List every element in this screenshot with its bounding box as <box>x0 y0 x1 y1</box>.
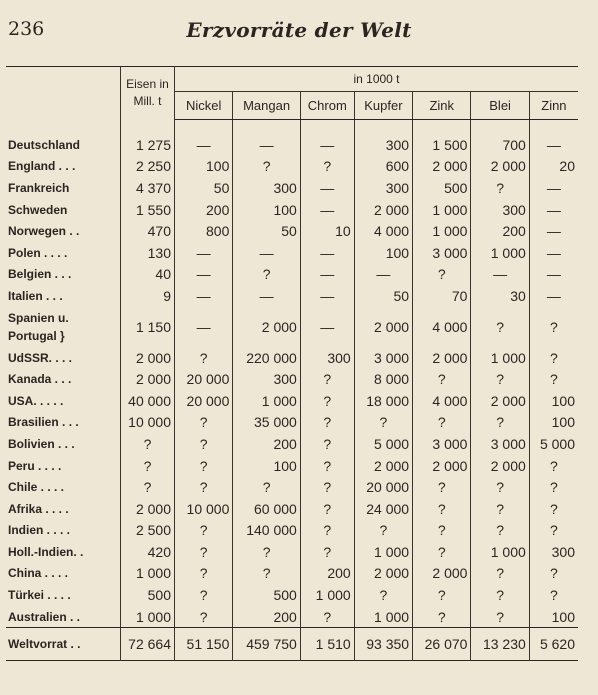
value-cell: ? <box>175 412 233 434</box>
value-cell: ? <box>300 541 354 563</box>
metal-column-header: Zinn <box>529 92 578 120</box>
table-row <box>6 476 578 498</box>
value-cell: 600 <box>354 156 412 178</box>
value-cell: 500 <box>233 584 300 606</box>
value-cell: — <box>546 266 561 283</box>
value-cell: ? <box>175 476 233 498</box>
value-cell: 1 000 <box>354 606 412 628</box>
value-cell: 10 <box>300 220 354 242</box>
ore-reserves-table <box>6 66 578 661</box>
value-cell: 20 000 <box>354 476 412 498</box>
country-cell: England . . . <box>6 156 121 178</box>
value-cell: 300 <box>354 134 412 156</box>
country-cell: UdSSR. . . . <box>6 347 121 369</box>
country-cell: Italien . . . <box>6 285 121 307</box>
country-cell: Peru . . . . <box>6 455 121 477</box>
value-cell: — <box>233 242 300 264</box>
value-cell: 2 000 <box>413 347 471 369</box>
value-cell: 300 <box>233 177 300 199</box>
value-cell: 1 275 <box>121 134 175 156</box>
country-cell: Kanada . . . <box>6 368 121 390</box>
value-cell: ? <box>413 584 471 606</box>
total-value-cell: 13 230 <box>471 628 529 661</box>
value-cell: ? <box>550 457 558 474</box>
value-cell: ? <box>471 412 529 434</box>
value-cell: — <box>175 134 233 156</box>
value-cell: ? <box>300 520 354 542</box>
value-cell: 100 <box>233 199 300 221</box>
value-cell: ? <box>300 476 354 498</box>
value-cell: 30 <box>471 285 529 307</box>
total-value-cell: 1 510 <box>300 628 354 661</box>
value-cell: 3 000 <box>354 347 412 369</box>
value-cell: — <box>354 264 412 286</box>
value-cell: 100 <box>551 414 575 431</box>
country-cell: Polen . . . . <box>6 242 121 264</box>
value-cell: 1 000 <box>413 199 471 221</box>
value-cell: ? <box>413 541 471 563</box>
value-cell: 1 000 <box>471 242 529 264</box>
value-cell: 1 150 <box>121 307 175 347</box>
value-cell: 300 <box>300 347 354 369</box>
value-cell: 470 <box>121 220 175 242</box>
value-cell: 2 000 <box>413 563 471 585</box>
value-cell: ? <box>413 476 471 498</box>
value-cell: ? <box>413 606 471 628</box>
value-cell: 130 <box>121 242 175 264</box>
table-row <box>6 220 578 242</box>
total-value-cell: 26 070 <box>413 628 471 661</box>
value-cell: ? <box>354 412 412 434</box>
value-cell: 1 000 <box>354 541 412 563</box>
table-row <box>6 498 578 520</box>
value-cell: — <box>546 287 561 304</box>
value-cell: 4 000 <box>354 220 412 242</box>
value-cell: 1 500 <box>413 134 471 156</box>
total-value-cell: 5 620 <box>529 628 578 661</box>
value-cell: — <box>300 134 354 156</box>
table-row <box>6 390 578 412</box>
value-cell: 420 <box>121 541 175 563</box>
value-cell: ? <box>121 455 175 477</box>
country-cell: Türkei . . . . <box>6 584 121 606</box>
value-cell: ? <box>471 476 529 498</box>
value-cell: ? <box>121 476 175 498</box>
value-cell: 200 <box>233 606 300 628</box>
value-cell: 4 370 <box>121 177 175 199</box>
value-cell: 2 000 <box>354 307 412 347</box>
value-cell: — <box>175 264 233 286</box>
value-cell: ? <box>471 520 529 542</box>
value-cell: ? <box>300 156 354 178</box>
table-row <box>6 307 578 347</box>
total-row <box>6 628 578 661</box>
value-cell: 2 000 <box>413 156 471 178</box>
value-cell: 300 <box>354 177 412 199</box>
value-cell: 1 000 <box>121 563 175 585</box>
country-cell: Belgien . . . <box>6 264 121 286</box>
value-cell: ? <box>300 606 354 628</box>
value-cell: 2 250 <box>121 156 175 178</box>
value-cell: ? <box>300 390 354 412</box>
table-row <box>6 347 578 369</box>
table-row <box>6 199 578 221</box>
value-cell: 4 000 <box>413 307 471 347</box>
value-cell: ? <box>300 412 354 434</box>
value-cell: — <box>300 177 354 199</box>
page-title: Erzvorräte der Welt <box>186 18 412 42</box>
value-cell: ? <box>175 606 233 628</box>
table-row <box>6 455 578 477</box>
total-value-cell: 459 750 <box>233 628 300 661</box>
table-row <box>6 412 578 434</box>
value-cell: 8 000 <box>354 368 412 390</box>
country-cell: USA. . . . . <box>6 390 121 412</box>
value-cell: 3 000 <box>471 433 529 455</box>
table-row <box>6 563 578 585</box>
value-cell: — <box>175 242 233 264</box>
metal-column-header: Chrom <box>300 92 354 120</box>
value-cell: 18 000 <box>354 390 412 412</box>
value-cell: 24 000 <box>354 498 412 520</box>
value-cell: ? <box>121 433 175 455</box>
value-cell: — <box>300 264 354 286</box>
value-cell: ? <box>413 412 471 434</box>
value-cell: — <box>175 307 233 347</box>
value-cell: 100 <box>175 156 233 178</box>
value-cell: 1 000 <box>471 541 529 563</box>
value-cell: 2 000 <box>354 563 412 585</box>
total-value-cell: 72 664 <box>121 628 175 661</box>
total-label: Weltvorrat . . <box>6 628 121 661</box>
value-cell: 10 000 <box>121 412 175 434</box>
total-value-cell: 93 350 <box>354 628 412 661</box>
table-row <box>6 520 578 542</box>
value-cell: 2 000 <box>121 498 175 520</box>
country-cell: China . . . . <box>6 563 121 585</box>
value-cell: 500 <box>121 584 175 606</box>
iron-column-header: Eisen in Mill. t <box>121 67 175 120</box>
unit-group-header: in 1000 t <box>175 67 579 92</box>
value-cell: ? <box>233 563 300 585</box>
value-cell: 2 000 <box>413 455 471 477</box>
value-cell: 1 000 <box>121 606 175 628</box>
value-cell: ? <box>233 476 300 498</box>
table-row <box>6 584 578 606</box>
table-row <box>6 242 578 264</box>
value-cell: 1 000 <box>471 347 529 369</box>
country-column-header <box>6 67 121 120</box>
value-cell: ? <box>175 455 233 477</box>
value-cell: ? <box>175 520 233 542</box>
value-cell: 20 000 <box>175 368 233 390</box>
table-row <box>6 606 578 628</box>
value-cell: 3 000 <box>413 433 471 455</box>
value-cell: ? <box>413 368 471 390</box>
value-cell: 2 000 <box>354 455 412 477</box>
country-cell: Deutschland <box>6 134 121 156</box>
value-cell: 4 000 <box>413 390 471 412</box>
value-cell: ? <box>233 156 300 178</box>
value-cell: ? <box>300 433 354 455</box>
value-cell: ? <box>354 584 412 606</box>
metal-column-header: Blei <box>471 92 529 120</box>
value-cell: ? <box>300 455 354 477</box>
value-cell: 2 000 <box>354 199 412 221</box>
page-header <box>0 18 598 46</box>
value-cell: ? <box>413 498 471 520</box>
value-cell: ? <box>471 177 529 199</box>
value-cell: 2 000 <box>233 307 300 347</box>
country-cell: Chile . . . . <box>6 476 121 498</box>
value-cell: — <box>300 307 354 347</box>
value-cell: 70 <box>413 285 471 307</box>
value-cell: 1 000 <box>233 390 300 412</box>
country-cell: Holl.-Indien. . <box>6 541 121 563</box>
country-cell: Schweden <box>6 199 121 221</box>
value-cell: ? <box>471 584 529 606</box>
metal-column-header: Zink <box>413 92 471 120</box>
value-cell: ? <box>550 371 558 388</box>
value-cell: ? <box>413 520 471 542</box>
value-cell: 2 000 <box>121 368 175 390</box>
value-cell: — <box>546 223 561 240</box>
value-cell: 300 <box>471 199 529 221</box>
table-row <box>6 134 578 156</box>
value-cell: — <box>300 199 354 221</box>
value-cell: 200 <box>233 433 300 455</box>
value-cell: ? <box>233 264 300 286</box>
country-cell: Australien . . <box>6 606 121 628</box>
country-cell: Spanien u. Portugal } <box>6 307 121 347</box>
value-cell: ? <box>550 565 558 582</box>
value-cell: — <box>546 244 561 261</box>
metal-column-header: Kupfer <box>354 92 412 120</box>
value-cell: 1 000 <box>300 584 354 606</box>
value-cell: 200 <box>471 220 529 242</box>
country-cell: Bolivien . . . <box>6 433 121 455</box>
value-cell: ? <box>550 522 558 539</box>
value-cell: ? <box>300 498 354 520</box>
country-cell: Norwegen . . <box>6 220 121 242</box>
metal-column-header: Mangan <box>233 92 300 120</box>
country-cell: Indien . . . . <box>6 520 121 542</box>
table-row <box>6 264 578 286</box>
value-cell: ? <box>471 368 529 390</box>
value-cell: — <box>546 179 561 196</box>
value-cell: 500 <box>413 177 471 199</box>
value-cell: 3 000 <box>413 242 471 264</box>
value-cell: 2 000 <box>471 156 529 178</box>
value-cell: 100 <box>233 455 300 477</box>
value-cell: 220 000 <box>233 347 300 369</box>
value-cell: ? <box>550 500 558 517</box>
value-cell: ? <box>300 368 354 390</box>
page-number: 236 <box>8 18 45 40</box>
value-cell: 800 <box>175 220 233 242</box>
table-row <box>6 156 578 178</box>
table-row <box>6 433 578 455</box>
value-cell: ? <box>413 264 471 286</box>
value-cell: 1 000 <box>413 220 471 242</box>
value-cell: 300 <box>233 368 300 390</box>
value-cell: 5 000 <box>539 435 575 452</box>
value-cell: — <box>300 285 354 307</box>
value-cell: — <box>233 285 300 307</box>
value-cell: 100 <box>551 608 575 625</box>
value-cell: — <box>546 136 561 153</box>
value-cell: 5 000 <box>354 433 412 455</box>
value-cell: 9 <box>121 285 175 307</box>
value-cell: 140 000 <box>233 520 300 542</box>
value-cell: 2 000 <box>121 347 175 369</box>
value-cell: 300 <box>551 543 575 560</box>
country-cell: Frankreich <box>6 177 121 199</box>
country-cell: Brasilien . . . <box>6 412 121 434</box>
value-cell: 200 <box>300 563 354 585</box>
value-cell: ? <box>550 479 558 496</box>
table-row <box>6 177 578 199</box>
value-cell: — <box>300 242 354 264</box>
value-cell: ? <box>175 584 233 606</box>
value-cell: ? <box>175 541 233 563</box>
value-cell: 10 000 <box>175 498 233 520</box>
value-cell: ? <box>471 498 529 520</box>
value-cell: 40 <box>121 264 175 286</box>
value-cell: 2 500 <box>121 520 175 542</box>
value-cell: ? <box>471 563 529 585</box>
value-cell: 60 000 <box>233 498 300 520</box>
country-cell: Afrika . . . . <box>6 498 121 520</box>
value-cell: ? <box>175 563 233 585</box>
value-cell: — <box>233 134 300 156</box>
value-cell: 50 <box>175 177 233 199</box>
metal-column-header: Nickel <box>175 92 233 120</box>
value-cell: — <box>546 201 561 218</box>
value-cell: ? <box>233 541 300 563</box>
value-cell: 40 000 <box>121 390 175 412</box>
value-cell: ? <box>175 433 233 455</box>
value-cell: ? <box>471 307 529 347</box>
value-cell: 200 <box>175 199 233 221</box>
value-cell: ? <box>550 318 558 335</box>
total-value-cell: 51 150 <box>175 628 233 661</box>
value-cell: ? <box>550 349 558 366</box>
value-cell: 20 000 <box>175 390 233 412</box>
value-cell: — <box>471 264 529 286</box>
value-cell: 100 <box>551 392 575 409</box>
value-cell: 2 000 <box>471 390 529 412</box>
table-row <box>6 368 578 390</box>
value-cell: 50 <box>354 285 412 307</box>
value-cell: ? <box>471 606 529 628</box>
value-cell: 700 <box>471 134 529 156</box>
value-cell: ? <box>550 587 558 604</box>
value-cell: 1 550 <box>121 199 175 221</box>
value-cell: ? <box>354 520 412 542</box>
value-cell: — <box>175 285 233 307</box>
value-cell: 100 <box>354 242 412 264</box>
value-cell: 35 000 <box>233 412 300 434</box>
value-cell: 2 000 <box>471 455 529 477</box>
value-cell: ? <box>175 347 233 369</box>
table-row <box>6 285 578 307</box>
value-cell: 20 <box>559 158 575 175</box>
value-cell: 50 <box>233 220 300 242</box>
table-row <box>6 541 578 563</box>
